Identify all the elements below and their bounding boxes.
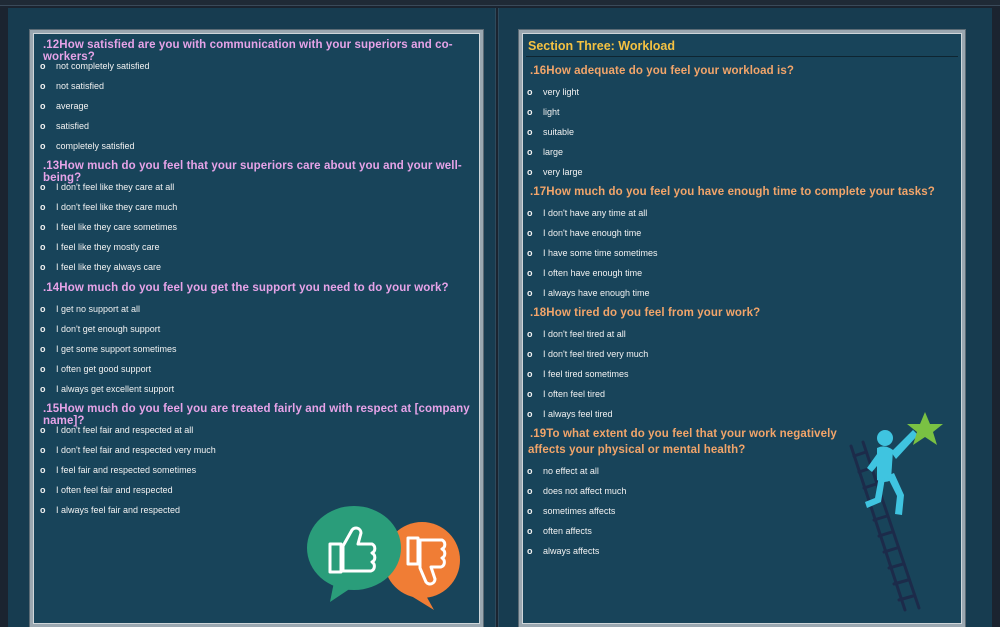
thumbs-up-icon: [307, 506, 401, 602]
bullet-marker: o: [40, 61, 46, 71]
q12-option-3: average: [56, 101, 89, 111]
bullet-marker: o: [527, 349, 533, 359]
q18-option-4: I often feel tired: [543, 389, 606, 399]
question-13-title: .13How much do you feel that your superiors care about you and your well-being?: [43, 160, 462, 184]
q16-option-3: suitable: [543, 127, 575, 137]
q18-option-5: I always feel tired: [543, 409, 613, 419]
q17-option-1: I don't have any time at all: [543, 208, 648, 218]
q17-option-4: I often have enough time: [543, 268, 643, 278]
q14-option-4: I often get good support: [56, 364, 152, 374]
q13-option-3: I feel like they care sometimes: [56, 222, 178, 232]
q19-option-3: sometimes affects: [543, 506, 616, 516]
bullet-marker: o: [40, 121, 46, 131]
q15-option-4: I often feel fair and respected: [56, 485, 173, 495]
question-19-title-line-1: .19To what extent do you feel that your work negatively: [530, 428, 837, 440]
q19-option-2: does not affect much: [543, 486, 627, 496]
q14-option-5: I always get excellent support: [56, 384, 175, 394]
top-bar: [0, 0, 1000, 6]
bullet-marker: o: [40, 364, 46, 374]
bullet-marker: o: [40, 445, 46, 455]
q19-option-4: often affects: [543, 526, 592, 536]
bullet-marker: o: [40, 242, 46, 252]
bullet-marker: o: [40, 344, 46, 354]
bullet-marker: o: [40, 81, 46, 91]
q18-option-3: I feel tired sometimes: [543, 369, 629, 379]
bullet-marker: o: [527, 228, 533, 238]
bullet-marker: o: [527, 127, 533, 137]
bullet-marker: o: [527, 486, 533, 496]
question-16-title: .16How adequate do you feel your workload is?: [530, 65, 794, 77]
question-15-title: .15How much do you feel you are treated fairly and with respect at [company name]?: [43, 403, 470, 427]
q17-option-3: I have some time sometimes: [543, 248, 658, 258]
q12-option-1: not completely satisfied: [56, 61, 150, 71]
q19-option-5: always affects: [543, 546, 600, 556]
q14-option-1: I get no support at all: [56, 304, 141, 314]
bullet-marker: o: [527, 526, 533, 536]
document-page-left: [8, 8, 496, 627]
q14-option-2: I don't get enough support: [56, 324, 161, 334]
q17-option-2: I don't have enough time: [543, 228, 642, 238]
bullet-marker: o: [40, 485, 46, 495]
q15-option-3: I feel fair and respected sometimes: [56, 465, 197, 475]
q19-option-1: no effect at all: [543, 466, 599, 476]
q12-option-2: not satisfied: [56, 81, 105, 91]
bullet-marker: o: [527, 389, 533, 399]
section-three-title: Section Three: Workload: [528, 39, 676, 53]
question-14-title: .14How much do you feel you get the support you need to do your work?: [43, 282, 449, 294]
q16-option-5: very large: [543, 167, 583, 177]
q16-option-4: large: [543, 147, 564, 157]
bullet-marker: o: [40, 324, 46, 334]
bullet-marker: o: [40, 465, 46, 475]
bullet-marker: o: [527, 546, 533, 556]
bullet-marker: o: [40, 304, 46, 314]
bullet-marker: o: [527, 466, 533, 476]
q15-option-2: I don't feel fair and respected very much: [56, 445, 216, 455]
bullet-marker: o: [40, 222, 46, 232]
section-divider: [526, 56, 958, 57]
q12-option-5: completely satisfied: [56, 141, 135, 151]
bullet-marker: o: [40, 202, 46, 212]
question-17-title: .17How much do you feel you have enough time to complete your tasks?: [530, 186, 935, 198]
bullet-marker: o: [40, 384, 46, 394]
climber-with-star-illustration: [845, 408, 949, 616]
q15-option-5: I always feel fair and respected: [56, 505, 181, 515]
q16-option-2: light: [543, 107, 560, 117]
q13-option-5: I feel like they always care: [56, 262, 162, 272]
q18-option-2: I don't feel tired very much: [543, 349, 649, 359]
bullet-marker: o: [40, 141, 46, 151]
bullet-marker: o: [40, 182, 46, 192]
document-page-right: [498, 8, 992, 627]
bullet-marker: o: [40, 262, 46, 272]
question-18-title: .18How tired do you feel from your work?: [530, 307, 761, 319]
bullet-marker: o: [527, 268, 533, 278]
bullet-marker: o: [527, 107, 533, 117]
q13-option-4: I feel like they mostly care: [56, 242, 160, 252]
bullet-marker: o: [527, 208, 533, 218]
bullet-marker: o: [527, 369, 533, 379]
q17-option-5: I always have enough time: [543, 288, 650, 298]
q13-option-2: I don't feel like they care much: [56, 202, 178, 212]
q15-option-1: I don't feel fair and respected at all: [56, 425, 194, 435]
bullet-marker: o: [527, 248, 533, 258]
bullet-marker: o: [40, 101, 46, 111]
bullet-marker: o: [527, 506, 533, 516]
bullet-marker: o: [527, 409, 533, 419]
q18-option-1: I don't feel tired at all: [543, 329, 626, 339]
thumbs-feedback-illustration: [296, 502, 472, 614]
q16-option-1: very light: [543, 87, 580, 97]
q12-option-4: satisfied: [56, 121, 90, 131]
bullet-marker: o: [527, 87, 533, 97]
q13-option-1: I don't feel like they care at all: [56, 182, 175, 192]
bullet-marker: o: [40, 425, 46, 435]
bullet-marker: o: [527, 329, 533, 339]
bullet-marker: o: [527, 167, 533, 177]
bullet-marker: o: [527, 147, 533, 157]
question-12-title: .12How satisfied are you with communication with your superiors and co-workers?: [43, 39, 453, 63]
bullet-marker: o: [40, 505, 46, 515]
bullet-marker: o: [527, 288, 533, 298]
q14-option-3: I get some support sometimes: [56, 344, 177, 354]
question-19-title-line-2: affects your physical or mental health?: [528, 444, 746, 456]
